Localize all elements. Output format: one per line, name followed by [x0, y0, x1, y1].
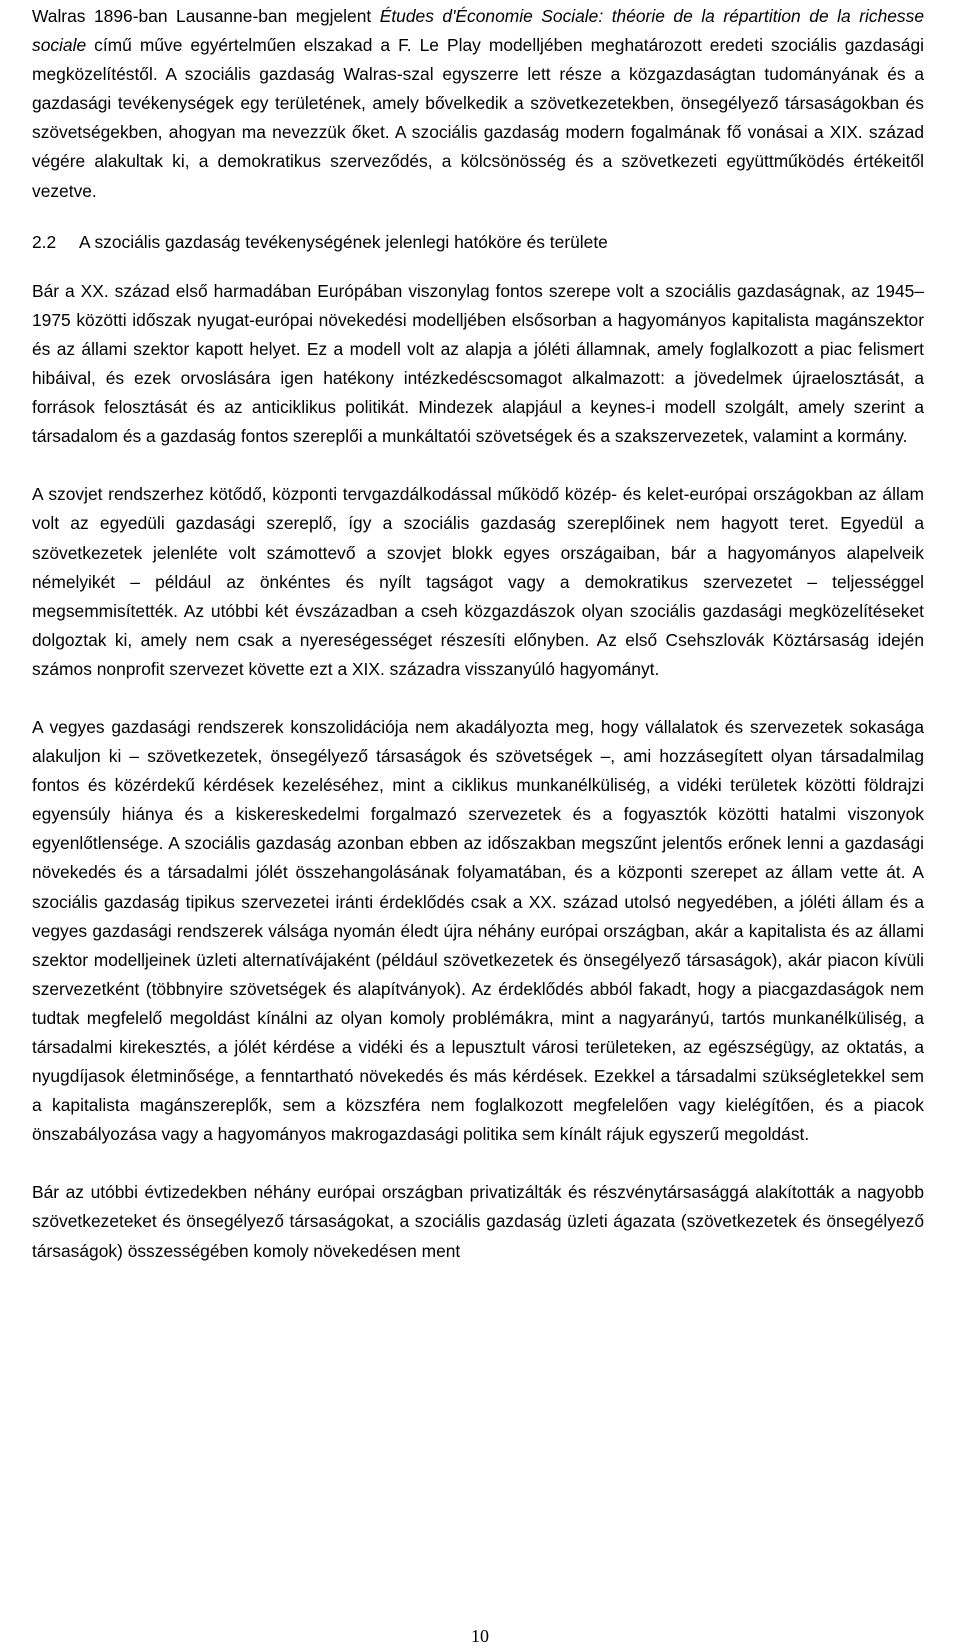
paragraph-mixed-economies: A vegyes gazdasági rendszerek konszolidációja nem akadályozta meg, hogy vállalatok és szervezetek sokasága alakuljon ki – szövetkezetek, önsegélyező társaságok és szövetségek –, ami hozzásegített olyan társadalmilag fontos és közérdekű kérdések kezeléséhez, mint a ciklikus munkanélküliség, a vidéki területek közötti földrajzi egyensúly hiánya és a kiskereskedelmi forgalmazó szervezetek és a fogyasztók közötti hatalmi viszonyok egyenlőtlensége. A szociális gazdaság azonban ebben az időszakban megszűnt jelentős erőnek lenni a gazdasági növekedés és a társadalmi jólét összehangolásának folyamatában, és a központi szerepet az állam vette át. A szociális gazdaság tipikus szervezetei iránti érdeklődés csak a XX. század utolsó negyedében, a jóléti állam és a vegyes gazdasági rendszerek válsága nyomán éledt újra néhány európai országban, akár a kapitalista és az állami szektor modelljeinek üzleti alternatívájaként (például szövetkezetek és önsegélyező társaságok), akár piacon kívüli szervezetként (többnyire szövetségek és alapítványok). Az érdeklődés abból fakadt, hogy a piacgazdaságok nem tudtak megfelelő megoldást kínálni az olyan komoly problémákra, mint a nagyarányú, tartós munkanélküliség, a társadalmi kirekesztés, a jólét kérdése a vidéki és a lepusztult városi területeken, az egészségügy, az oktatás, a nyugdíjasok életminősége, a fenntartható növekedés és más kérdések. Ezekkel a társadalmi szükségletekkel sem a kapitalista magánszereplők, sem a közszféra nem foglalkozott megfelelően vagy kielégítően, és a piacok önszabályozása vagy a hagyományos makrogazdasági politika sem kínált rájuk egyszerű megoldást. [32, 716, 924, 1145]
book-title: Études d'Économie Sociale: théorie de la répartition de la richesse sociale [32, 6, 924, 56]
page-number: 10 [471, 1626, 489, 1646]
paragraph-walras-text-end: című műve egyértelműen elszakad a F. Le Play modelljében meghatározott eredeti szociális gazdasági megközelítéstől. A szociális gazdaság Walras-szal egyszerre lett része a közgazdaságtan tudományának és a gazdasági tevékenységek egy területének, amely bővelkedik a szövetkezetekben, önsegélyező társaságokban és szövetségekben, ahogyan ma nevezzük őket. A szociális gazdaság modern fogalmának fő vonásai a XIX. század végére alakultak ki, a demokratikus szerveződés, a kölcsönösség és a szövetkezeti együttműködés értékeitől vezetve. [32, 35, 924, 201]
paragraph-privatization: Bár az utóbbi évtizedekben néhány európai országban privatizálták és részvénytársasággá alakították a nagyobb szövetkezeteket és önsegélyező társaságokat, a szociális gazdaság üzleti ágazata (szövetkezetek és önsegélyező társaságok) összességében komoly növekedésen ment [32, 1182, 924, 1261]
paragraph-walras [32, 2, 924, 206]
section-heading [32, 228, 924, 257]
paragraph-soviet: A szovjet rendszerhez kötődő, központi tervgazdálkodással működő közép- és kelet-európai országokban az állam volt az egyedüli gazdasági szereplő, így a szociális gazdaság szereplőinek nem hagyott teret. Egyedül a szövetkezetek jelenléte volt számottevő a szovjet blokk egyes országaiban, bár a hagyományos alapelveik némelyikét – például az önkéntes és nyílt tagságot vagy a demokratikus szervezetet – teljességgel megsemmisítették. Az utóbbi két évszázadban a cseh közgazdászok olyan szociális gazdasági megközelítéseket dolgoztak ki, amely nem csak a nyereségességet részesíti előnyben. Az első Csehszlovák Köztársaság idején számos nonprofit szervezet követte ezt a XIX. századra visszanyúló hagyományt. [32, 484, 924, 679]
paragraph-walras-text-start: Walras 1896-ban Lausanne-ban megjelent [32, 6, 380, 26]
section-number: 2.2 [32, 231, 57, 252]
paragraph-postwar: Bár a XX. század első harmadában Európában viszonylag fontos szerepe volt a szociális gazdaságnak, az 1945–1975 közötti időszak nyugat-európai növekedési modelljében elsősorban a hagyományos kapitalista magánszektor és az állami szektor kapott helyet. Ez a modell volt az alapja a jóléti államnak, amely foglalkozott a piac felismert hibáival, és ezek orvoslására igen hatékony intézkedéscsomagot alkalmazott: a jövedelmek újraelosztását, a források felosztását és az anticiklikus politikát. Mindezek alapjául a keynes-i modell szolgált, amely szerint a társadalom és a gazdaság fontos szereplői a munkáltatói szövetségek és a szakszervezetek, valamint a kormány. [32, 280, 924, 447]
section-title: A szociális gazdaság tevékenységének jelenlegi hatóköre és területe [79, 231, 608, 252]
